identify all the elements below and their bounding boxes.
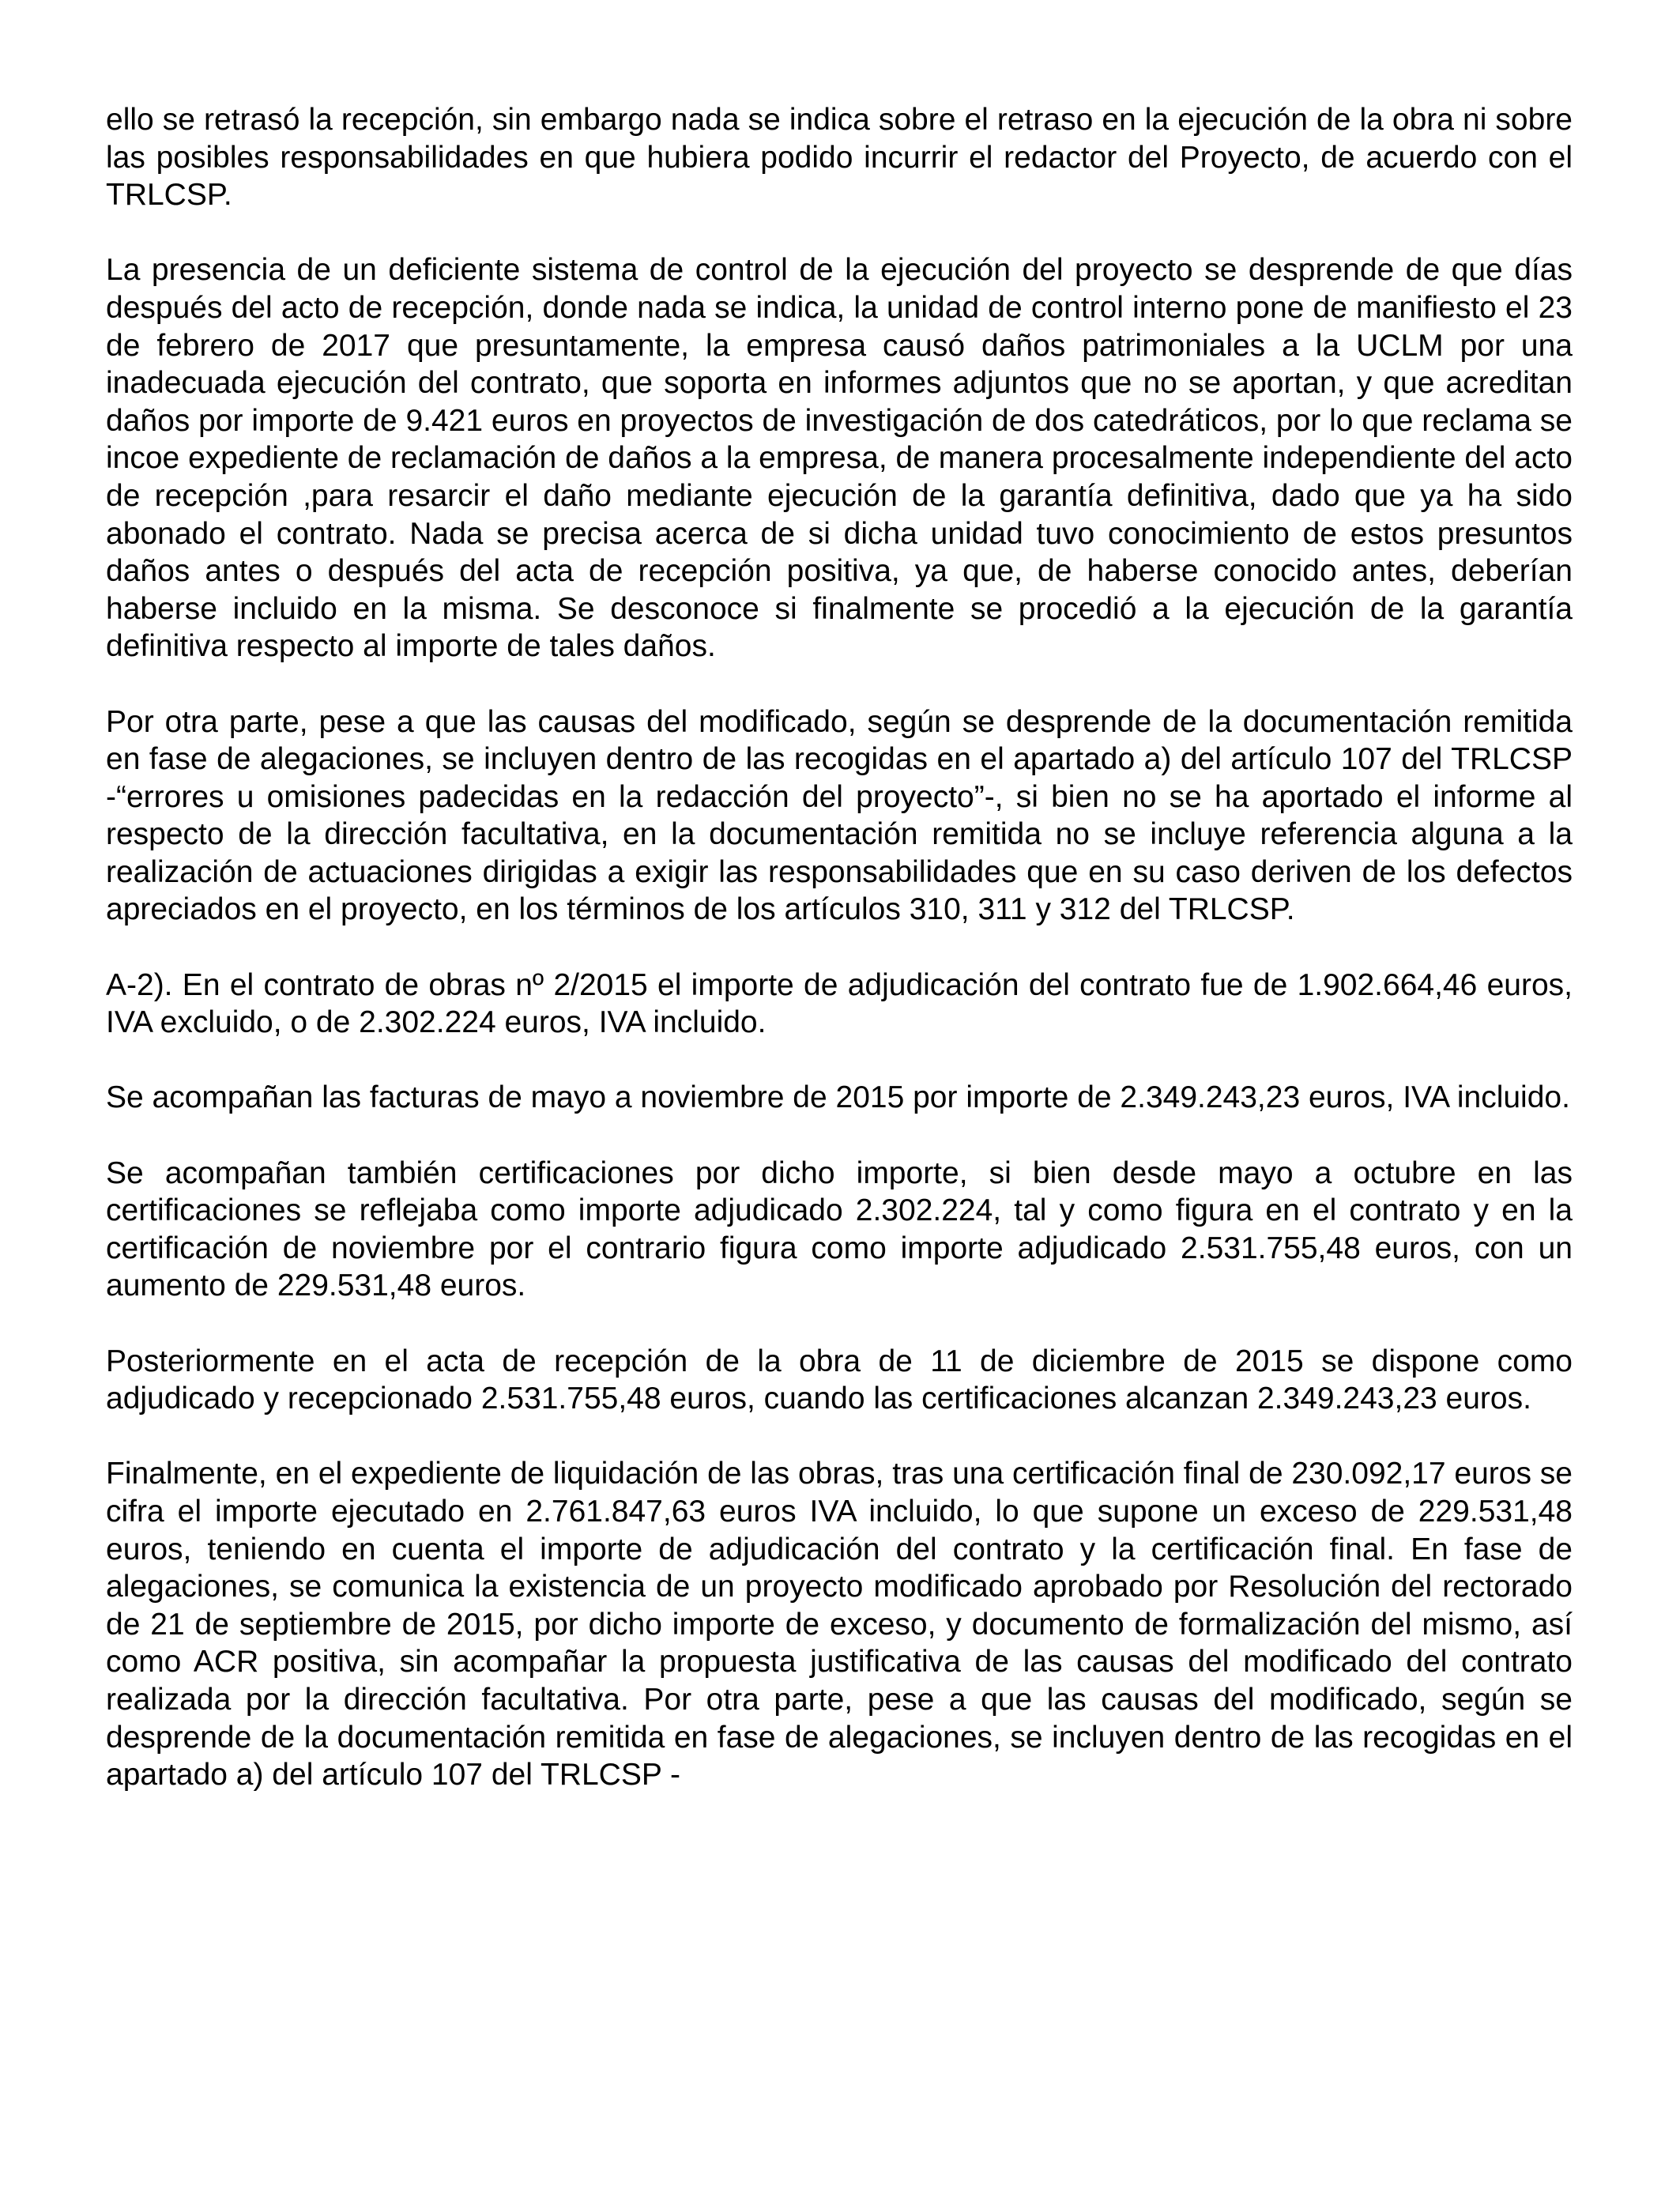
paragraph-retraso-recepcion: ello se retrasó la recepción, sin embargo nada se indica sobre el retraso en la ejecución de la obra ni sobre las posibles responsabilidades en que hubiera podido incurrir el redactor del Proyecto, de acuerdo con el TRLCSP. [106, 103, 1573, 213]
paragraph-facturas: Se acompañan las facturas de mayo a noviembre de 2015 por importe de 2.349.243,23 euros, IVA incluido. [106, 1080, 1570, 1115]
paragraph-acta-recepcion: Posteriormente en el acta de recepción de la obra de 11 de diciembre de 2015 se dispone como adjudicado y recepcionado 2.531.755,48 euros, cuando las certificaciones alcanzan 2.349.243,23 euros. [106, 1344, 1573, 1416]
document-page [106, 101, 1573, 1794]
paragraph-causas-modificado: Por otra parte, pese a que las causas del modificado, según se desprende de la documentación remitida en fase de alegaciones, se incluyen dentro de las recogidas en el apartado a) del artículo 107 del TRLCSP -“errores u omisiones padecidas en la redacción del proyecto”-, si bien no se ha aportado el informe al respecto de la dirección facultativa, en la documentación remitida no se incluye referencia alguna a la realización de actuaciones dirigidas a exigir las responsabilidades que en su caso deriven de los defectos apreciados en el proyecto, en los términos de los artículos 310, 311 y 312 del TRLCSP. [106, 704, 1573, 927]
paragraph-a2-adjudicacion: A-2). En el contrato de obras nº 2/2015 el importe de adjudicación del contrato fue de 1.902.664,46 euros, IVA excluido, o de 2.302.224 euros, IVA incluido. [106, 967, 1573, 1040]
paragraph-certificaciones: Se acompañan también certificaciones por dicho importe, si bien desde mayo a octubre en las certificaciones se reflejaba como importe adjudicado 2.302.224, tal y como figura en el contrato y en la certificación de noviembre por el contrario figura como importe adjudicado 2.531.755,48 euros, con un aumento de 229.531,48 euros. [106, 1155, 1573, 1303]
paragraph-control-ejecucion: La presencia de un deficiente sistema de control de la ejecución del proyecto se desprende de que días después del acto de recepción, donde nada se indica, la unidad de control interno pone de manifiesto el 23 de febrero de 2017 que presuntamente, la empresa causó daños patrimoniales a la UCLM por una inadecuada ejecución del contrato, que soporta en informes adjuntos que no se aportan, y que acreditan daños por importe de 9.421 euros en proyectos de investigación de dos catedráticos, por lo que reclama se incoe expediente de reclamación de daños a la empresa, de manera procesalmente independiente del acto de recepción ,para resarcir el daño mediante ejecución de la garantía definitiva, dado que ya ha sido abonado el contrato. Nada se precisa acerca de si dicha unidad tuvo conocimiento de estos presuntos daños antes o después del acta de recepción positiva, ya que, de haberse conocido antes, deberían haberse incluido en la misma. Se desconoce si finalmente se procedió a la ejecución de la garantía definitiva respecto al importe de tales daños. [106, 253, 1573, 664]
paragraph-liquidacion: Finalmente, en el expediente de liquidación de las obras, tras una certificación final de 230.092,17 euros se cifra el importe ejecutado en 2.761.847,63 euros IVA incluido, lo que supone un exceso de 229.531,48 euros, teniendo en cuenta el importe de adjudicación del contrato y la certificación final. En fase de alegaciones, se comunica la existencia de un proyecto modificado aprobado por Resolución del rectorado de 21 de septiembre de 2015, por dicho importe de exceso, y documento de formalización del mismo, así como ACR positiva, sin acompañar la propuesta justificativa de las causas del modificado del contrato realizada por la dirección facultativa. Por otra parte, pese a que las causas del modificado, según se desprende de la documentación remitida en fase de alegaciones, se incluyen dentro de las recogidas en el apartado a) del artículo 107 del TRLCSP - [106, 1457, 1573, 1793]
